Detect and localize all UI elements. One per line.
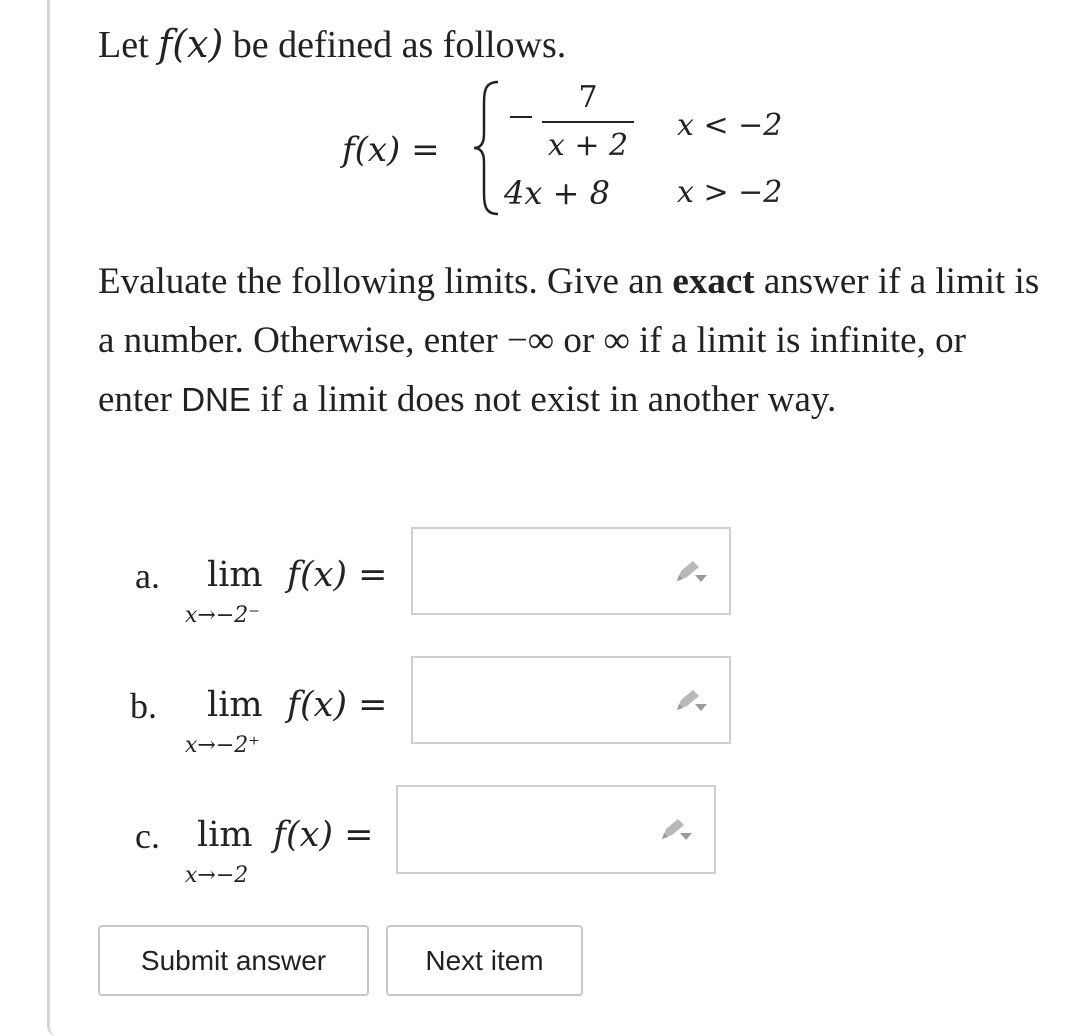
answer-input-c[interactable]: [396, 785, 716, 874]
lim-function: f(x) =: [273, 815, 374, 855]
fraction-bar: [542, 121, 634, 123]
submit-answer-button[interactable]: Submit answer: [98, 925, 369, 996]
instructions-bold: exact: [672, 261, 755, 302]
lim-word: lim: [207, 555, 263, 595]
lim-function: f(x) =: [287, 685, 388, 725]
part-label: a.: [135, 556, 160, 596]
instructions-text: [98, 252, 1048, 429]
case2-condition: x > −2: [677, 175, 783, 210]
instructions-part2: answer if a limit is a number. Otherwise, enter −∞ or ∞ if a limit is infinite, or enter: [98, 261, 1040, 420]
piecewise-definition: [342, 78, 822, 218]
case1-numerator: 7: [578, 80, 598, 115]
case1-condition: x < −2: [677, 108, 783, 143]
lim-word: lim: [207, 685, 263, 725]
part-label: b.: [130, 686, 157, 726]
lim-function: f(x) =: [287, 555, 388, 595]
pencil-icon[interactable]: [673, 559, 707, 585]
lim-subscript: x→−2⁺: [185, 733, 260, 758]
case2-expression: 4x + 8: [504, 174, 610, 212]
case1-fraction: [542, 78, 634, 166]
answer-input-b[interactable]: [411, 656, 731, 744]
lim-subscript: x→−2⁻: [185, 603, 260, 628]
intro-suffix: be defined as follows.: [223, 24, 567, 66]
next-item-button[interactable]: Next item: [386, 925, 583, 996]
lim-subscript: x→−2: [185, 863, 249, 888]
intro-prefix: Let: [98, 24, 159, 66]
problem-intro: [98, 22, 566, 67]
piecewise-lhs: f(x) =: [342, 130, 440, 170]
intro-function: f(x): [158, 22, 224, 66]
part-label: c.: [135, 816, 160, 856]
pencil-icon[interactable]: [673, 688, 707, 714]
answer-input-a[interactable]: [411, 527, 731, 615]
instructions-part3: if a limit does not exist in another way.: [250, 379, 837, 420]
instructions-dne: DNE: [181, 381, 251, 418]
pencil-icon[interactable]: [658, 817, 692, 843]
case1-denominator: x + 2: [547, 128, 629, 163]
case1-minus-sign: [510, 116, 532, 118]
left-brace: [472, 78, 502, 218]
instructions-part1: Evaluate the following limits. Give an: [98, 261, 673, 302]
lim-word: lim: [197, 815, 253, 855]
